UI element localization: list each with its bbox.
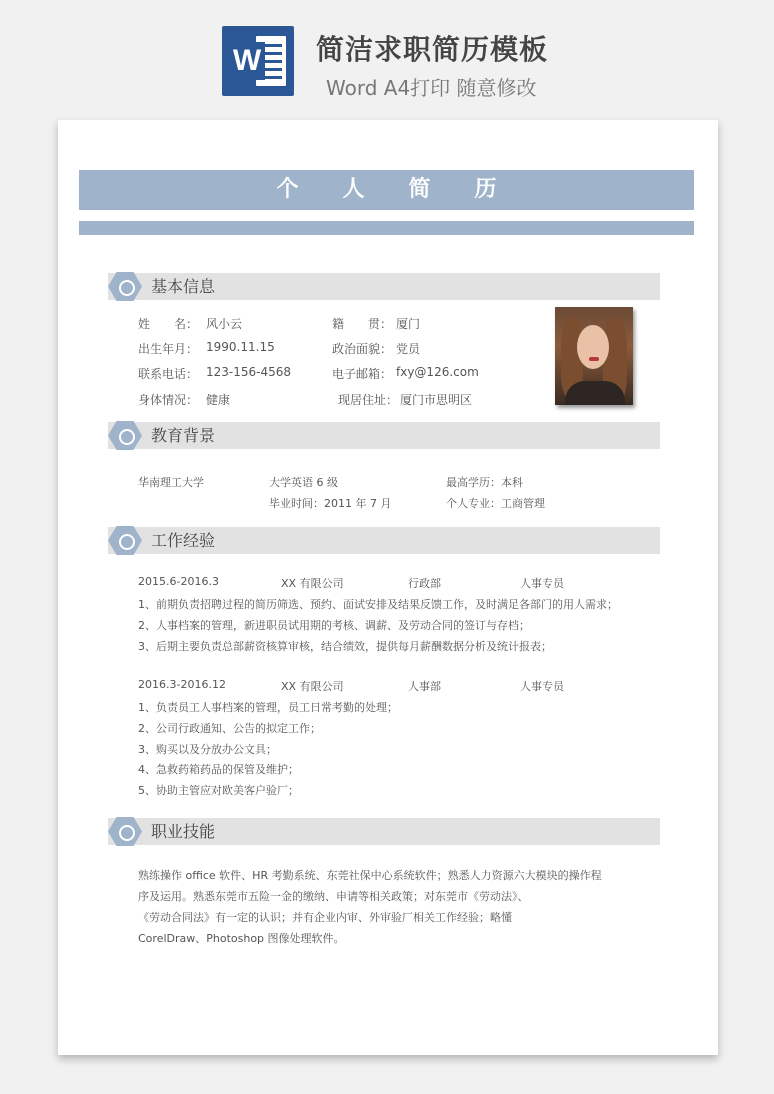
job-department: 人事部 (408, 680, 441, 693)
skills-line: 熟练操作 office 软件、HR 考勤系统、东莞社保中心系统软件；熟悉人力资源六大模块的操作程 (138, 869, 602, 882)
origin-value: 厦门 (396, 317, 421, 331)
job-duty: 2、公司行政通知、公告的拟定工作； (138, 722, 321, 735)
job-duty: 3、后期主要负责总部薪资核算审核，结合绩效，提供每月薪酬数据分析及统计报表； (138, 640, 552, 653)
resume-title: 个人简历 (79, 170, 694, 210)
edu-english: 大学英语 6 级 (269, 476, 338, 489)
job-duty: 4、急救药箱药品的保管及维护； (138, 763, 299, 776)
phone-value: 123-156-4568 (206, 365, 292, 379)
email-label: 电子邮箱： (332, 367, 393, 381)
name-label: 姓 名： (138, 317, 199, 331)
section-title: 基本信息 (151, 277, 216, 296)
section-title: 工作经验 (151, 531, 216, 550)
job-position: 人事专员 (520, 577, 564, 590)
phone-label: 联系电话： (138, 367, 199, 381)
logo-letter: W (229, 42, 265, 80)
section-work (108, 527, 660, 554)
section-title: 职业技能 (151, 822, 216, 841)
job-department: 行政部 (408, 577, 441, 590)
job-company: XX 有限公司 (281, 680, 344, 693)
resume-page (58, 120, 718, 1055)
page-subtitle: Word A4打印 随意修改 (326, 76, 537, 100)
section-hex-icon (108, 272, 142, 301)
edu-graduation: 毕业时间：2011 年 7 月 (269, 497, 392, 510)
health-value: 健康 (206, 393, 231, 407)
email-value: fxy@126.com (396, 365, 479, 379)
edu-degree: 最高学历：本科 (446, 476, 523, 489)
title-divider (79, 221, 694, 235)
section-education (108, 422, 660, 449)
skills-line: CorelDraw、Photoshop 图像处理软件。 (138, 932, 345, 945)
job-duty: 5、协助主管应对欧美客户验厂； (138, 784, 299, 797)
profile-photo (555, 307, 633, 405)
politics-value: 党员 (396, 342, 421, 356)
section-hex-icon (108, 817, 142, 846)
birth-label: 出生年月： (138, 342, 199, 356)
job-company: XX 有限公司 (281, 577, 344, 590)
job-duty: 1、前期负责招聘过程的简历筛选、预约、面试安排及结果反馈工作，及时满足各部门的用人需求； (138, 598, 618, 611)
page-header (0, 0, 774, 115)
name-value: 风小云 (206, 317, 243, 331)
job-period: 2016.3-2016.12 (138, 678, 226, 691)
address-label: 现居住址： (338, 393, 399, 407)
job-duty: 2、人事档案的管理，新进职员试用期的考核、调薪、及劳动合同的签订与存档； (138, 619, 530, 632)
edu-school: 华南理工大学 (138, 476, 204, 489)
job-position: 人事专员 (520, 680, 564, 693)
skills-line: 《劳动合同法》有一定的认识；并有企业内审、外审验厂相关工作经验；略懂 (138, 911, 512, 924)
section-skills (108, 818, 660, 845)
job-duty: 1、负责员工人事档案的管理，员工日常考勤的处理； (138, 701, 398, 714)
section-basic-info (108, 273, 660, 300)
section-title: 教育背景 (151, 426, 216, 445)
address-value: 厦门市思明区 (400, 393, 473, 407)
skills-line: 序及运用。熟悉东莞市五险一金的缴纳、申请等相关政策；对东莞市《劳动法》、 (138, 890, 529, 903)
section-hex-icon (108, 526, 142, 555)
health-label: 身体情况： (138, 393, 199, 407)
job-period: 2015.6-2016.3 (138, 575, 219, 588)
page-title: 简洁求职简历模板 (316, 33, 549, 66)
politics-label: 政治面貌： (332, 342, 393, 356)
section-hex-icon (108, 421, 142, 450)
birth-value: 1990.11.15 (206, 340, 275, 354)
job-duty: 3、购买以及分放办公文具； (138, 743, 277, 756)
edu-major: 个人专业：工商管理 (446, 497, 545, 510)
word-logo-icon (222, 26, 294, 96)
origin-label: 籍 贯： (332, 317, 393, 331)
